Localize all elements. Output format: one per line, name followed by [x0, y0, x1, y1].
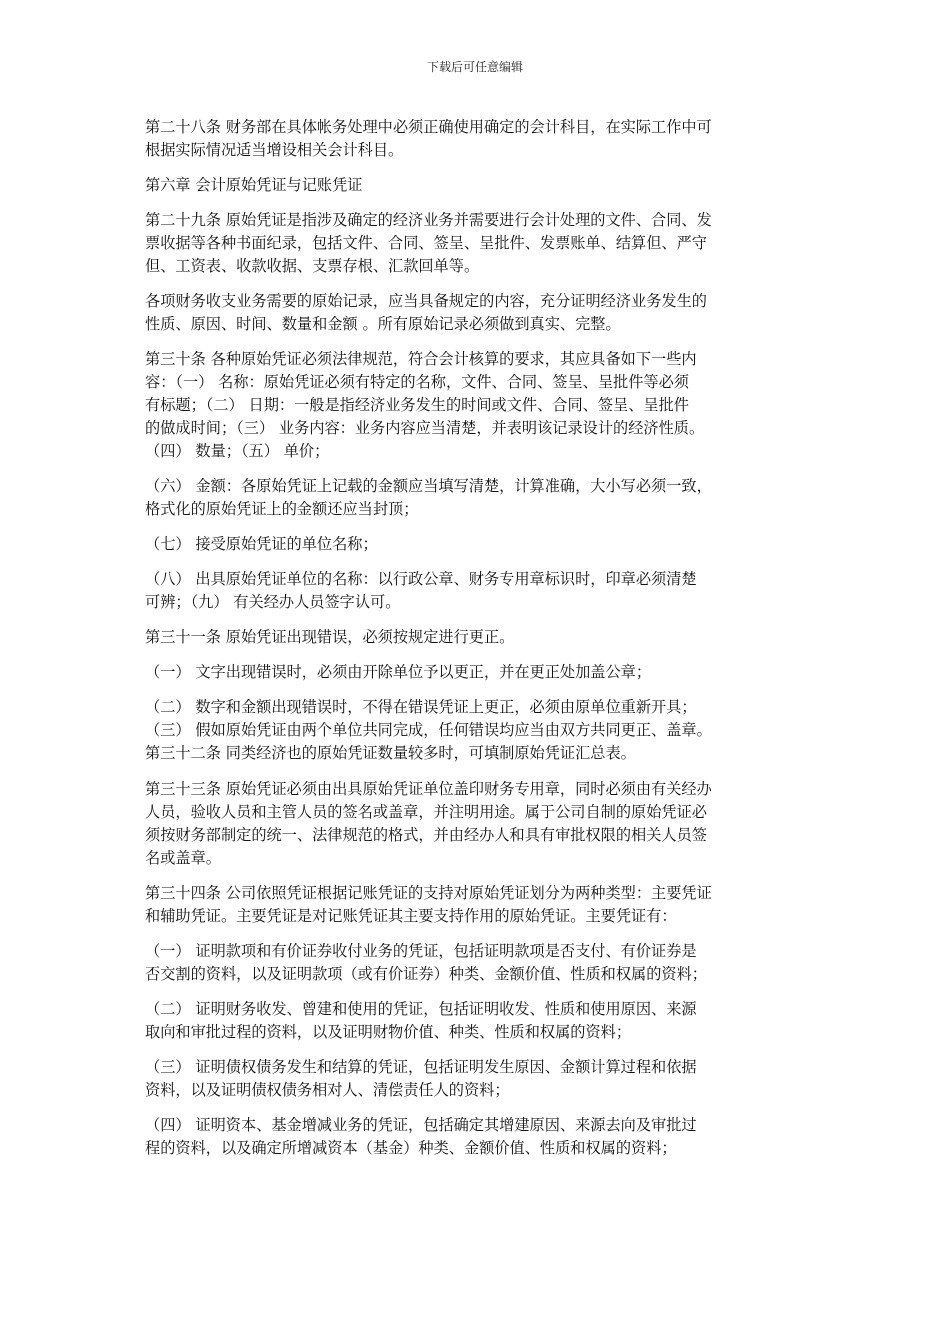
paragraph: [145, 1114, 807, 1160]
text-line: 根据实际情况适当增设相关会计科目。: [145, 141, 404, 159]
text-line: 容：（一） 名称：原始凭证必须有特定的名称，文件、合同、签呈、呈批件等必须: [145, 373, 689, 391]
text-line: 但、工资表、收款收据、支票存根、汇款回单等。: [145, 257, 480, 275]
text-line: 第三十三条 原始凭证必须由出具原始凭证单位盖印财务专用章，同时必须由有关经办: [145, 780, 712, 798]
paragraph: [145, 174, 807, 197]
paragraph: [145, 626, 807, 649]
text-line: （六） 金额：各原始凭证上记载的金额应当填写清楚，计算准确，大小写必须一致，: [145, 477, 712, 495]
text-line: （二） 数字和金额出现错误时，不得在错误凭证上更正，必须由原单位重新开具；: [145, 698, 697, 716]
paragraph: [145, 116, 807, 162]
paragraph: [145, 940, 807, 986]
text-line: 人员，验收人员和主管人员的签名或盖章，并注明用途。属于公司自制的原始凭证必: [145, 803, 707, 821]
paragraph: [145, 475, 807, 521]
paragraph: [145, 568, 807, 614]
text-line: （四） 数量；（五） 单价；: [145, 442, 330, 460]
paragraph: [145, 998, 807, 1044]
text-line: 性质、原因、时间、数量和金额 。所有原始记录必须做到真实、完整。: [145, 315, 621, 333]
paragraph: [145, 778, 807, 870]
text-line: （三） 假如原始凭证由两个单位共同完成，任何错误均应当由双方共同更正、盖章。: [145, 721, 712, 739]
paragraph: [145, 882, 807, 928]
text-line: （四） 证明资本、基金增减业务的凭证，包括确定其增建原因、来源去向及审批过: [145, 1116, 697, 1134]
text-line: 可辨；（九） 有关经办人员签字认可。: [145, 593, 401, 611]
text-line: 格式化的原始凭证上的金额还应当封顶；: [145, 500, 419, 518]
text-line: 第三十四条 公司依照凭证根据记账凭证的支持对原始凭证划分为两种类型：主要凭证: [145, 884, 712, 902]
page-header: 下载后可任意编辑: [426, 60, 523, 74]
paragraph: [145, 661, 807, 684]
text-line: （七） 接受原始凭证的单位名称；: [145, 535, 378, 553]
paragraph: [145, 209, 807, 278]
text-line: 和辅助凭证。主要凭证是对记账凭证其主要支持作用的原始凭证。主要凭证有：: [145, 907, 677, 925]
text-line: 的做成时间；（三） 业务内容：业务内容应当清楚，并表明该记录设计的经济性质。: [145, 419, 705, 437]
text-line: 名或盖章。: [145, 849, 221, 867]
text-line: 第二十八条 财务部在具体帐务处理中必须正确使用确定的会计科目，在实际工作中可: [145, 118, 712, 136]
text-line: 第六章 会计原始凭证与记账凭证: [145, 176, 363, 194]
paragraph: [145, 290, 807, 336]
text-line: 第三十条 各种原始凭证必须法律规范，符合会计核算的要求，其应具备如下一些内: [145, 350, 697, 368]
text-line: （一） 证明款项和有价证券收付业务的凭证，包括证明款项是否支付、有价证券是: [145, 942, 697, 960]
document-body: [145, 116, 807, 1172]
paragraph: [145, 1056, 807, 1102]
text-line: 取向和审批过程的资料，以及证明财物价值、种类、性质和权属的资料；: [145, 1023, 631, 1041]
text-line: 第三十一条 原始凭证出现错误，必须按规定进行更正。: [145, 628, 515, 646]
text-line: 第三十二条 同类经济也的原始凭证数量较多时，可填制原始凭证汇总表。: [145, 744, 636, 762]
paragraph-spacer: [145, 765, 807, 766]
text-line: （一） 文字出现错误时，必须由开除单位予以更正，并在更正处加盖公章；: [145, 663, 652, 681]
paragraph: [145, 696, 807, 765]
text-line: 资料，以及证明债权债务相对人、清偿责任人的资料；: [145, 1081, 510, 1099]
text-line: 各项财务收支业务需要的原始记录，应当具备规定的内容，充分证明经济业务发生的: [145, 292, 707, 310]
text-line: （二） 证明财务收发、曾建和使用的凭证，包括证明收发、性质和使用原因、来源: [145, 1000, 697, 1018]
text-line: 票收据等各种书面纪录，包括文件、合同、签呈、呈批件、发票账单、结算但、严守: [145, 234, 707, 252]
text-line: 须按财务部制定的统一、法律规范的格式，并由经办人和具有审批权限的相关人员签: [145, 826, 707, 844]
text-line: 有标题；（二） 日期：一般是指经济业务发生的时间或文件、合同、签呈、呈批件: [145, 396, 689, 414]
text-line: （三） 证明债权债务发生和结算的凭证，包括证明发生原因、金额计算过程和依据: [145, 1058, 697, 1076]
text-line: 程的资料，以及确定所增减资本（基金）种类、金额价值、性质和权属的资料；: [145, 1139, 677, 1157]
text-line: 第二十九条 原始凭证是指涉及确定的经济业务并需要进行会计处理的文件、合同、发: [145, 211, 712, 229]
text-line: （八） 出具原始凭证单位的名称：以行政公章、财务专用章标识时，印章必须清楚: [145, 570, 697, 588]
text-line: 否交割的资料，以及证明款项（或有价证券）种类、金额价值、性质和权属的资料；: [145, 965, 707, 983]
paragraph: [145, 348, 807, 463]
paragraph: [145, 533, 807, 556]
